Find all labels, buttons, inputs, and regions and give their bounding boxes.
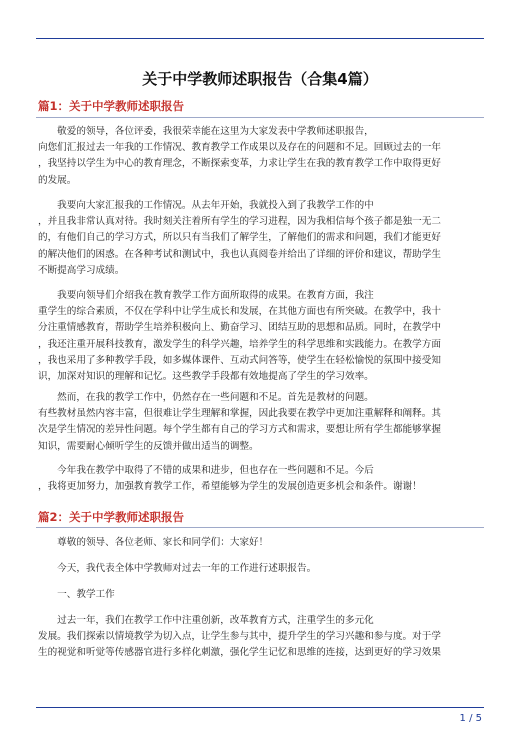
section-2-paragraph-1: 尊敬的领导、各位老师、家长和同学们：大家好！ <box>38 537 269 548</box>
section-2-heading: 篇2：关于中学教师述职报告 <box>38 510 185 524</box>
section-1-paragraph-3: 我要向领导们介绍我在教育教学工作方面所取得的成果。在教育方面，我注 重学生的综合素质，不仅在学科中让学生成长和发展，在其他方面也有所突破。在教学中，我十 分注重情感教育，帮助学生培养积极向上、勤奋学习、团结互助的思想和品质。同时，在教学中 ，我还注重开展科技教育，激发学生的科学兴趣，培养学生的科学思维和实践能力。在教学方面 ，我也采用了多种教学手段，如多媒体课件、互动式问答等，使学生在轻松愉悦的氛围中接受知 识，加深对知识的理解和记忆。这些教学手段都有效地提高了学生的学习效率。 <box>38 290 441 383</box>
section-1-paragraph-1: 敬爱的领导，各位评委，我很荣幸能在这里为大家发表中学教师述职报告， 向您们汇报过去一年我的工作情况、教育教学工作成果以及存在的问题和不足。回顾过去的一年 ，我坚持以学生为中心的教育理念，不断探索变革，力求让学生在我的教育教学工作中取得更好 的发展。 <box>38 126 441 186</box>
page-number: 1 / 5 <box>459 713 482 724</box>
footer-rule <box>36 707 484 708</box>
section-2-paragraph-3: 一、教学工作 <box>38 589 115 600</box>
section-2-paragraph-4: 过去一年，我们在教学工作中注重创新，改革教育方式，注重学生的多元化 发展。我们探索以情境教学为切入点，让学生参与其中，提升学生的学习兴趣和参与度。对于学 生的视觉和听觉等传感器官进行多样化刺激，强化学生记忆和思维的连接，达到更好的学习效果 <box>38 615 441 659</box>
section-1-paragraph-2: 我要向大家汇报我的工作情况。从去年开始，我就投入到了我教学工作的中 ，并且我非常认真对待。我时刻关注着所有学生的学习进程，因为我相信每个孩子都是独一无二 的，有他们自己的学习方式，所以只有当我们了解学生，了解他们的需求和问题，我们才能更好 的解决他们的困惑。在各种考试和测试中，我也认真阅卷并给出了详细的评价和建议，帮助学生 不断提高学习成绩。 <box>38 200 441 276</box>
header-rule <box>36 38 484 39</box>
section-1-paragraph-4: 然而，在我的教学工作中，仍然存在一些问题和不足。首先是教材的问题。 有些教材虽然内容丰富，但很难让学生理解和掌握，因此我要在教学中更加注重解释和阐释。其 次是学生情况的差异性问题。每个学生都有自己的学习方式和需求，要想让所有学生都能够掌握 知识，需要耐心倾听学生的反馈并做出适当的调整。 <box>38 392 441 452</box>
section-1-heading: 篇1：关于中学教师述职报告 <box>38 99 185 113</box>
section-1-paragraph-5: 今年我在教学中取得了不错的成果和进步，但也存在一些问题和不足。今后 ，我将更加努力，加强教育教学工作，希望能够为学生的发展创造更多机会和条件。谢谢！ <box>38 465 422 493</box>
document-title: 关于中学教师述职报告（合集4篇） <box>142 70 378 88</box>
section-2-underline <box>36 527 484 528</box>
section-1-underline <box>36 117 484 118</box>
section-2-paragraph-2: 今天，我代表全体中学教师对过去一年的工作进行述职报告。 <box>38 563 317 574</box>
